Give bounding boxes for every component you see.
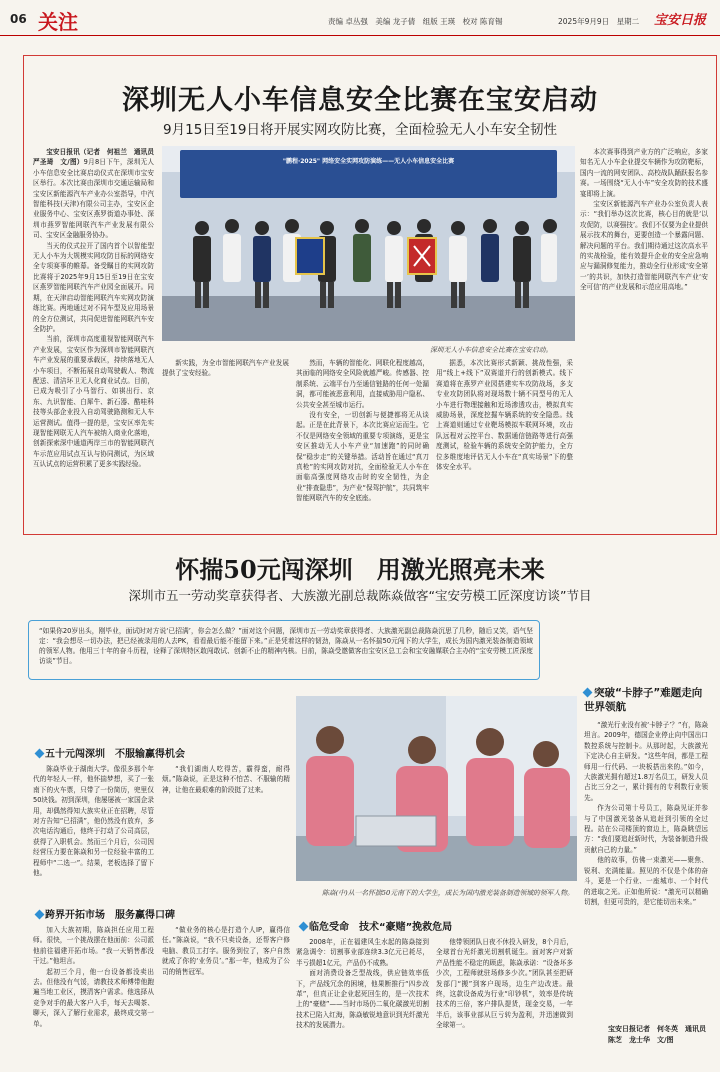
story2-section-head-4: 突破“卡脖子”难题走向世界领航 — [584, 687, 703, 713]
editor-credits: 责编 卓丛强 美编 龙子倩 组版 王瑛 校对 陈育锡 — [328, 17, 503, 26]
story1-column-4 — [436, 358, 573, 530]
newspaper-logo: 宝安日报 — [654, 13, 707, 28]
section-marker-icon — [35, 749, 45, 759]
story2-paragraph-11: 他的故事，仿佛一束激光——聚焦、锐利、充满能量。照见的不仅是个体的奋斗，更是一个行业、一座城市、一个时代的进取之光。正如他所说：“激光可以精确切割，但更可贵的，是它能切出未来。” — [584, 856, 708, 906]
story2-column-6 — [436, 937, 573, 1063]
story2-lab-photo — [296, 696, 577, 881]
page-number: 06 — [10, 12, 27, 26]
story2-paragraph-9: “激光行业没有被‘卡脖子’？”有，陈焱坦言。2009年，德国企业停止向中国出口数控系统与控制卡。从那时起，大族激光下定决心自主研发。“这些年间，都是工程师用一行代码、一块板搭出来的。”如今，大族激光拥有超过1.8万名员工，研发人员占比三分之一，累计拥有的专利数行业领先。 — [584, 721, 708, 802]
story1-paragraph-6: 没有安全，一切创新与便捷都将无从谈起。正是在此背景下，本次比赛应运而生。它不仅是网络安全领域的重要专项演练，更是宝安区推动无人小车产业“加速跑”的同时确保“稳步走”的关键举措。活动旨在通过“真刀真枪”的实网攻防对抗，全面检验无人小车在面临高强度网络攻击时的安全韧性，为企业“排查隐患”，为产业“保驾护航”，共同筑牢智能网联汽车的安全底座。 — [296, 411, 429, 503]
story2-paragraph-10: 作为公司第十号员工，陈焱见证并参与了中国激光装备从追赶到引领的全过程。站在公司楼顶的窗边上，陈焱眺望远方：“我们要追赶新时代，为装备制造升级贡献自己的力量。” — [584, 804, 708, 854]
story1-column-1 — [33, 147, 161, 530]
story1-headline: 深圳无人小车信息安全比赛在宝安启动 — [122, 85, 598, 116]
story2-lead-quote-box — [28, 620, 540, 680]
story1-column-2 — [162, 358, 289, 530]
story2-subheadline: 深圳市五一劳动奖章获得者、大族激光副总裁陈焱做客“宝安劳模工匠深度访谈”节目 — [128, 588, 592, 603]
story2-paragraph-4: 起初三个月，他一台设备都没卖出去。但他没有气馁，请教技术师傅带他跑遍当地工业区，摸清客户需求。他选择从竞争对手的最大客户入手，每天去喝茶、聊天，深入了解行业需求，最终成交第一单。 — [33, 967, 154, 1028]
story1-paragraph-2: 当天的仪式拉开了国内首个以智能型无人小车为大规模实网攻防目标的网络安全专项赛事的帷幕。备受瞩目的实网攻防比赛将于2025年9月15日至19日在宝安区燕罗智能网联汽车产业园全面展开。同期，在天津启动智能网联汽车实网攻防演练比赛。两地通过对不同车型及应用场景的全方位测试，共同促进智能网联汽车安全防护。 — [33, 241, 154, 333]
story2-column-7 — [584, 720, 708, 1020]
story1-paragraph-1: 9月8日下午，深圳无人小车信息安全比赛启动仪式在深圳市宝安区举行。本次比赛由深圳市交通运输局和宝安区新能源汽车产业办公室指导，中汽智能科技(天津)有限公司主办，宝安区企业服务中心、宝安区燕罗街道办事处、深圳市燕罗智能网联汽车产业发展有限公司、宝安区金融服务协办。 — [33, 158, 154, 240]
story1-photo-caption: 深圳无人小车信息安全比赛在宝安启动。 — [430, 346, 553, 354]
story2-column-4 — [162, 925, 290, 1063]
story2-column-3 — [33, 925, 154, 1063]
section-marker-icon — [583, 688, 593, 698]
story2-paragraph-1: 陈焱毕业于湖南大学。像很多那个年代的年轻人一样，他怀揣梦想，买了一张南下的火车票，只带了一份简历，兜里仅50块钱。初到深圳，他屡屡被一家国企录用，却偶然得知大族实业正在招聘，尽管对方告知“已招满”，他仍然没有放弃，多次电话沟通后，他终于打动了公司高层，获得了入职机会。然而三个月后，公司因经营压力要在陈焱和另一位经验丰富的工程师中“二选一”。结果，老板选择了留下他。 — [33, 765, 154, 878]
story2-paragraph-2: “我们湖南人吃得苦，霸得蛮，耐得烦。”陈焱说，正是这种不怕苦、不服输的精神，让他在最艰难的阶段挺了过来。 — [162, 765, 290, 794]
story1-paragraph-5: 然而，车辆的智能化、网联化程度越高，其面临的网络安全风险就越严峻。传感器、控制系统、云端平台乃至通信链路的任何一处漏洞，都可能被恶意利用，直接威胁用户隐私、公共安全甚至城市运行。 — [296, 359, 429, 409]
story2-column-2 — [162, 764, 290, 892]
story1-paragraph-9: 宝安区新能源汽车产业办公室负责人表示：“我们举办这次比赛，核心目的就是‘以攻促防，以赛强技’。我们不仅要为企业提供展示技术的舞台，更要创造一个暴露问题、解决问题的平台。我们期待通过这次高水平的实战检验，能有效提升企业的安全应急响应与漏洞修复能力，推动全行业形成‘安全第一’的共识，加快打造智能网联汽车产业‘安全可信’的产业发展和示范应用高地。” — [580, 200, 708, 292]
issue-date: 2025年9月9日 星期二 — [558, 17, 640, 26]
story2-headline: 怀揣50元闯深圳 用激光照亮未来 — [175, 555, 545, 584]
story2-paragraph-6: 2008年，正在福建风生水起的陈焱接到紧急调令：切割事业部连续3.3亿元已耗尽，半亏损超1亿元，产品仍不成熟。 — [296, 938, 429, 967]
story2-column-5 — [296, 937, 429, 1063]
story2-paragraph-7: 面对消费设备乏型战线，供应链效率低下，产品线冗余的困境，他果断推行“四步改革”，但真正让企业起死回生的，是一次技术上的“豪赌”——当时市场仍二氧化碳激光切割技术已陷入红海，陈焱敏锐地意识到光纤激光技术的发展潜力。 — [296, 969, 429, 1030]
story2-section-head-1: 五十元闯深圳 不服输赢得机会 — [36, 745, 185, 760]
story1-byline: 宝安日报讯（记者 何祖兰 通讯员 严圣琦 文/图） — [33, 148, 161, 167]
story2-paragraph-5: “做业务的核心是打造个人IP，赢得信任。”陈焱说，“我不只卖设备，还帮客户修电脑、教员工打字。服务到位了，客户自然就成了你的‘业务员’。”那一年，他成为了公司的销售冠军。 — [162, 926, 290, 976]
story2-section-head-3: 临危受命 技术“豪赌”挽救危局 — [300, 918, 452, 933]
story1-paragraph-3: 当前，深圳市高度重视智能网联汽车产业发展，宝安区作为深圳市智能网联汽车产业发展的重要承载区，持续落地无人小车项目，不断拓展自动驾驶载人、物流配送、清洁环卫无人化商业试点。目前，已成为吸引了小马智行、如祺出行、京东、九识智能、白犀牛、新石器、酷哇科技等头部企业投入自动驾驶路测和无人车运营测试。值得一提的是，宝安区率先实现智能网联无人汽车被纳入商业化落地，创新探索深中通道两岸三市的智能网联汽车示范应用试点互认与协同测试，为区域互认试点的运营积累了更多实践经验。 — [33, 335, 154, 469]
page-header — [0, 0, 720, 36]
section-name: 关注 — [38, 10, 78, 34]
story2-column-1 — [33, 764, 154, 892]
story1-group-photo — [162, 146, 575, 341]
story2-paragraph-3: 加入大族初期，陈焱担任应用工程师。很快，一个挑战摆在他面前：公司派他前往福建开拓市场。“我一天销售都没干过。”他坦言。 — [33, 926, 154, 966]
story2-photo-caption: 陈焱(中)从一名怀揣50元南下的大学生，成长为国内激光装备制造领域的领军人物。 — [322, 889, 574, 897]
section-marker-icon — [35, 910, 45, 920]
story1-column-3 — [296, 358, 429, 530]
story1-paragraph-8: 本次赛事得到产业方的广泛响应，多家知名无人小车企业提交车辆作为攻防靶标，国内一流的网安团队、高校战队踊跃报名参赛。一场围绕“无人小车”安全攻防的技术盛宴即将上演。 — [580, 148, 708, 198]
story2-byline: 宝安日报记者 何冬英 通讯员 陈芝 龙士华 文/图 — [608, 1025, 713, 1044]
story1-column-5 — [580, 147, 708, 530]
story1-paragraph-7: 据悉，本次比赛形式新颖、挑战性强，采用“线上+线下”双赛道并行的创新模式。线下赛道将在燕罗产业园搭建实车攻防战场，多支专业攻防团队将对现场数十辆不同型号的无人小车进行物理接触和近场渗透攻击，模拟真实威胁场景，深度挖掘车辆系统的安全隐患。线上赛道则通过专业靶场模拟车联网环境，攻击队远程对云控平台、数据通信链路等进行高强度测试，检验车辆的系统安全防护能力，全方位多维度地评估无人小车在“真实场景”下的整体安全水平。 — [436, 359, 573, 472]
section-marker-icon — [299, 922, 309, 932]
story2-lead-quote: “如果你20岁出头，刚毕业，面试时对方说‘已招满’，你会怎么做？”面对这个问题，深圳市五一劳动奖章获得者、大族激光副总裁陈焱沉思了几秒，随后又笑，语气坚定：“我会想尽一切办法，把已经被录用的人去PK，看看最后能不能留下来。”正是凭着这样的韧劲，陈焱从一名怀揣50元闯下的大学生，成长为国内激光装备制造领域的领军人物。他用三十年的奋斗历程，诠释了深圳特区敢闯敢试、创新不止的精神内核。日前，陈焱受邀做客由宝安区总工会和宝安融媒联合主办的“宝安劳模工匠深度访谈”节目。 — [39, 627, 533, 665]
story1-paragraph-4: 新实践，为全市智能网联汽车产业发展提供了宝安经验。 — [162, 359, 289, 378]
story1-subheadline: 9月15日至19日将开展实网攻防比赛，全面检验无人小车安全韧性 — [163, 122, 557, 138]
photo1-banner-text: "鹏程·2025" 网络安全实网攻防演练——无人小车信息安全比赛 — [282, 158, 455, 165]
story2-section-head-2: 跨界开拓市场 服务赢得口碑 — [36, 906, 175, 921]
story2-paragraph-8: 他带领团队日夜不休投入研发，8个月后，全球首台光纤激光切割机诞生。面对客户对新产品性能不稳定的顾虑，陈焱承诺：“设备坏多少次，工程师就驻场修多少次。”团队甚至把研发部门“搬”到客户现场，边生产边改进。最终，这款设备成为行业“印钞机”，效率是传统技术的三倍，客户排队提货，现金交易，一年半后，该事业部从巨亏转为盈利，并迅速做到全球第一。 — [436, 938, 573, 1030]
